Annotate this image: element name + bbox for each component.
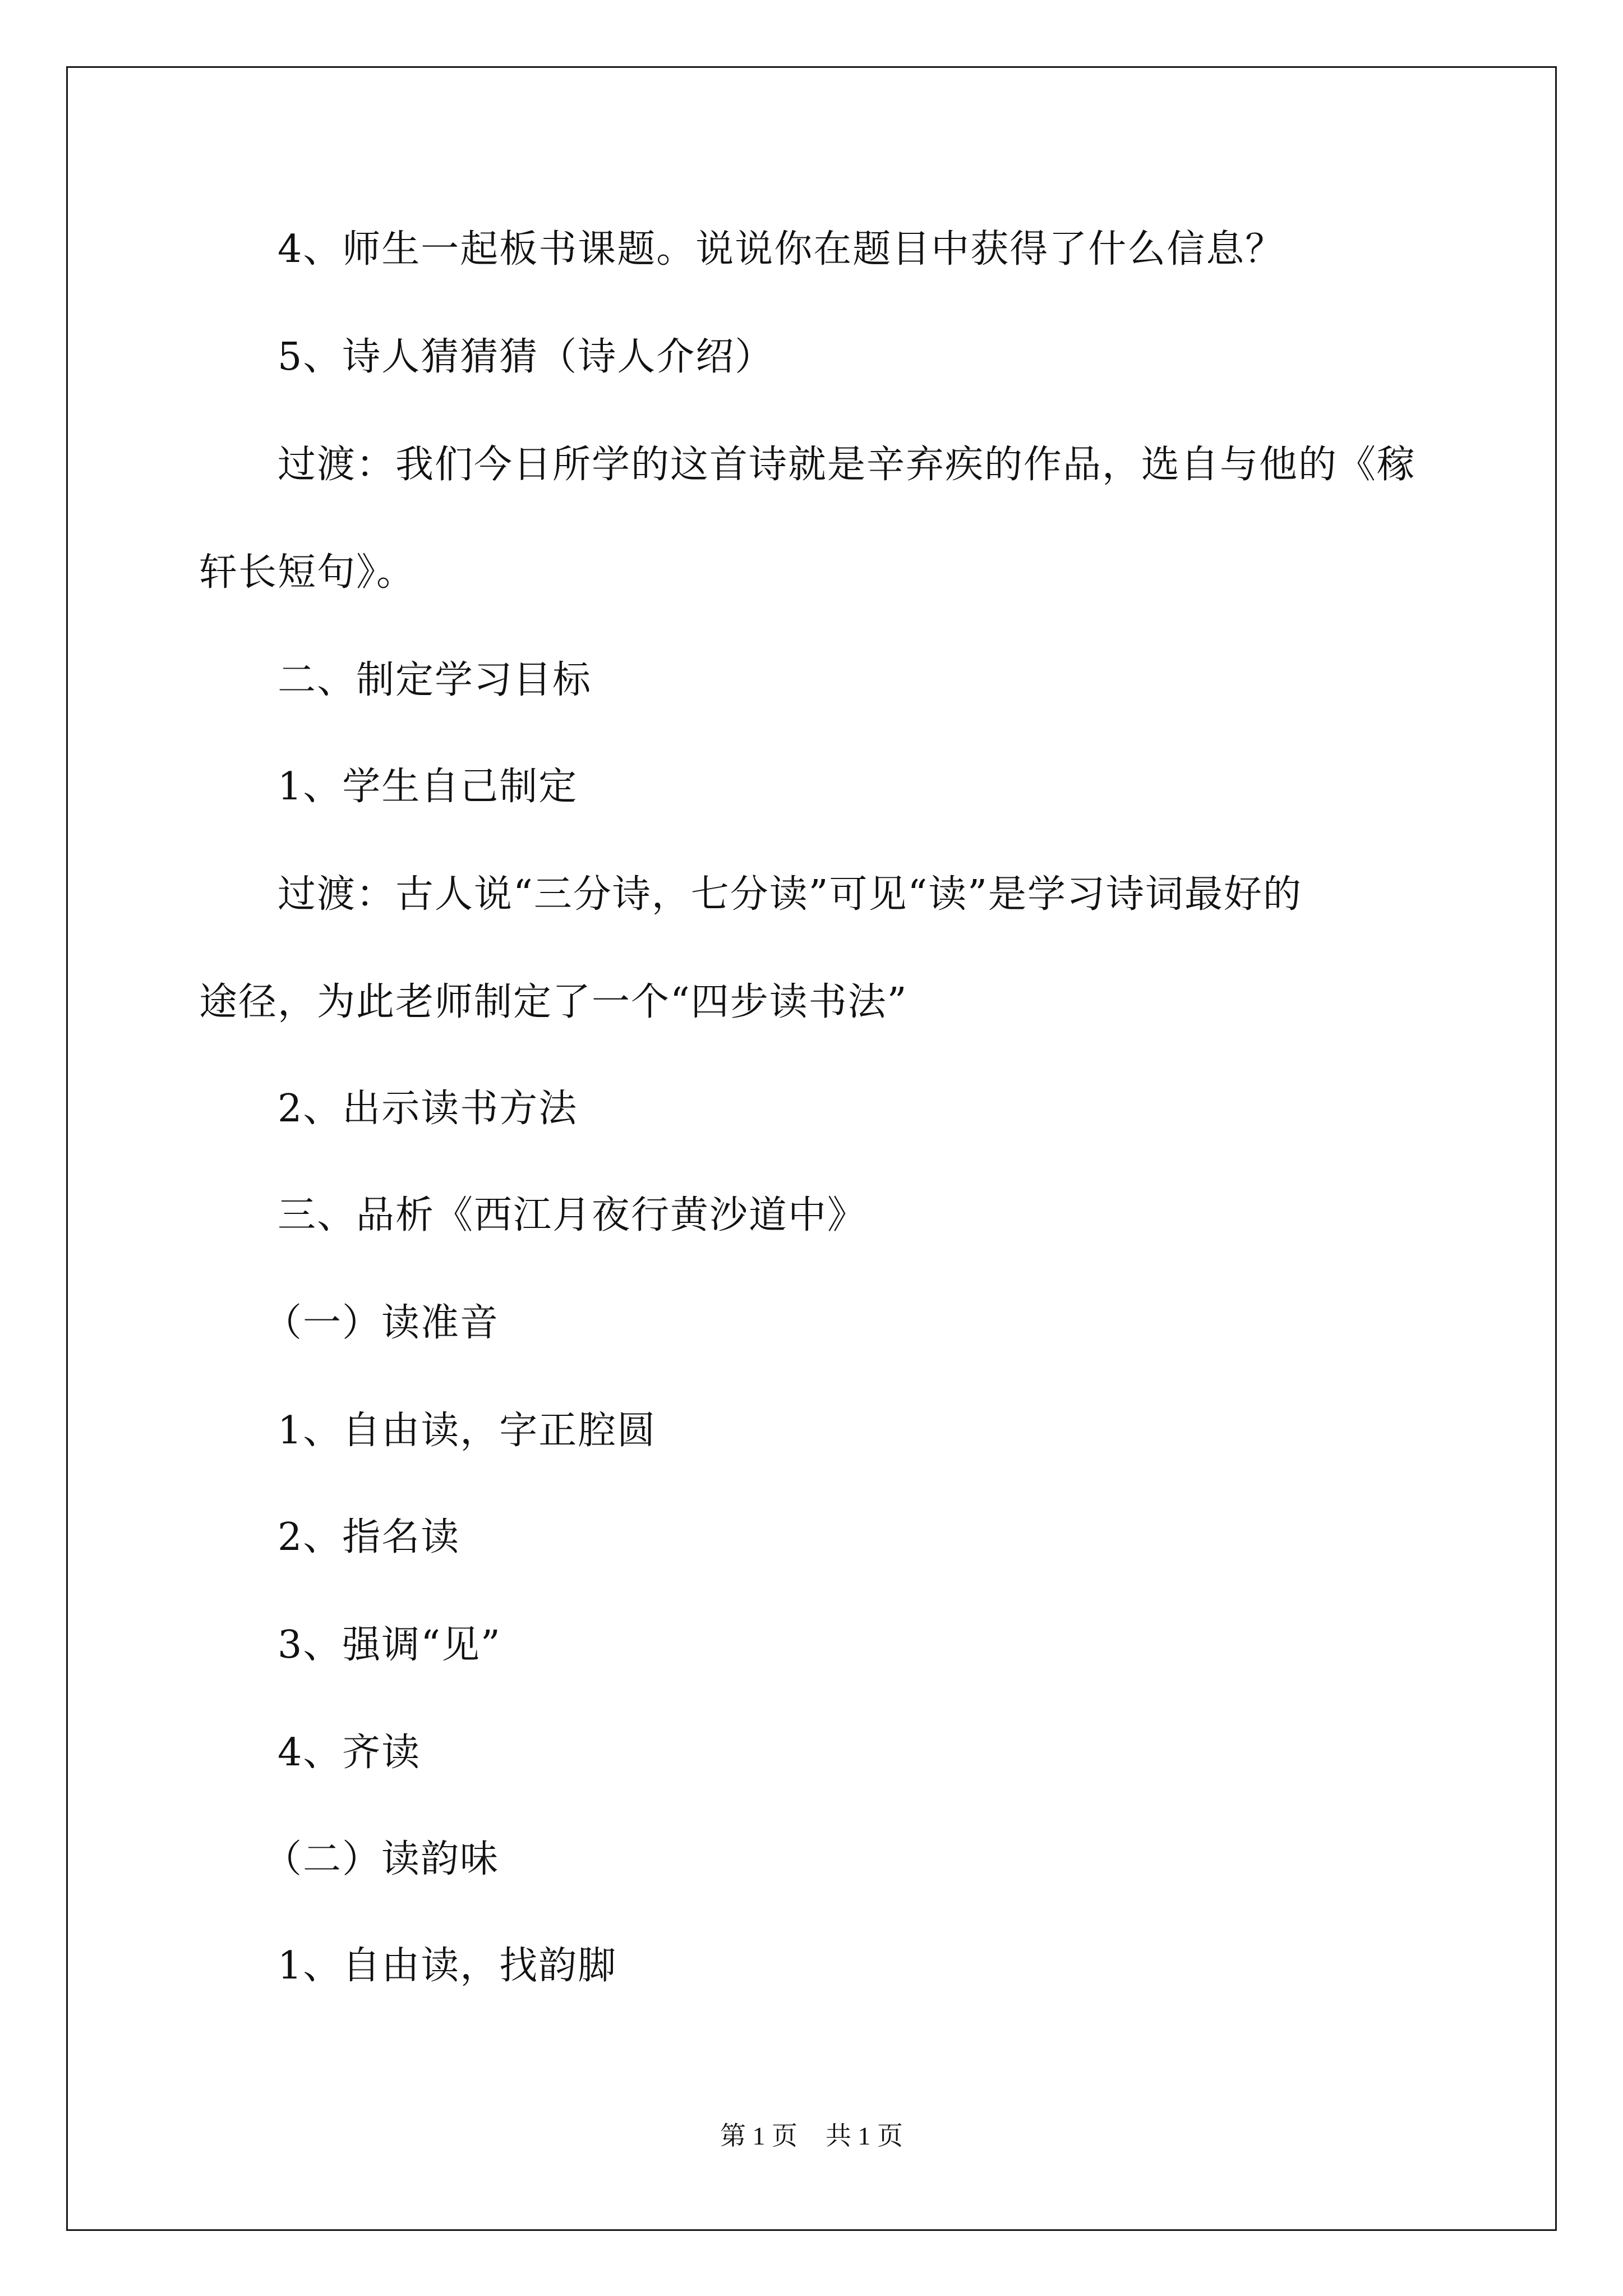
text-line: 过渡：我们今日所学的这首诗就是辛弃疾的作品，选自与他的《稼 xyxy=(278,443,1417,487)
section-heading: 三、品析《西江月夜行黄沙道中》 xyxy=(278,1193,867,1237)
text-line: 4、师生一起板书课题。说说你在题目中获得了什么信息？ xyxy=(278,227,1285,272)
text-line: 轩长短句》。 xyxy=(199,550,416,595)
text-line: 3、强调“见” xyxy=(278,1623,501,1667)
text-line: 途径，为此老师制定了一个“四步读书法” xyxy=(199,980,908,1024)
page-total: 共 1 页 xyxy=(826,2122,903,2150)
text-line: 2、出示读书方法 xyxy=(278,1087,578,1131)
section-heading: 二、制定学习目标 xyxy=(278,658,592,702)
text-line: 过渡：古人说“三分诗，七分读”可见“读”是学习诗词最好的 xyxy=(278,872,1303,917)
page-number: 第 1 页 xyxy=(720,2122,797,2150)
subsection-heading: （一）读准音 xyxy=(264,1301,500,1345)
text-line: 1、学生自己制定 xyxy=(278,765,578,809)
text-line: 2、指名读 xyxy=(278,1515,460,1559)
subsection-heading: （二）读韵味 xyxy=(264,1837,500,1881)
text-line: 1、自由读，找韵脚 xyxy=(278,1944,617,1988)
page-footer xyxy=(0,2123,1623,2149)
text-line: 4、齐读 xyxy=(278,1731,421,1775)
page-border xyxy=(66,66,1557,2231)
text-line: 1、自由读，字正腔圆 xyxy=(278,1409,657,1453)
text-line: 5、诗人猜猜猜（诗人介绍） xyxy=(278,335,774,379)
